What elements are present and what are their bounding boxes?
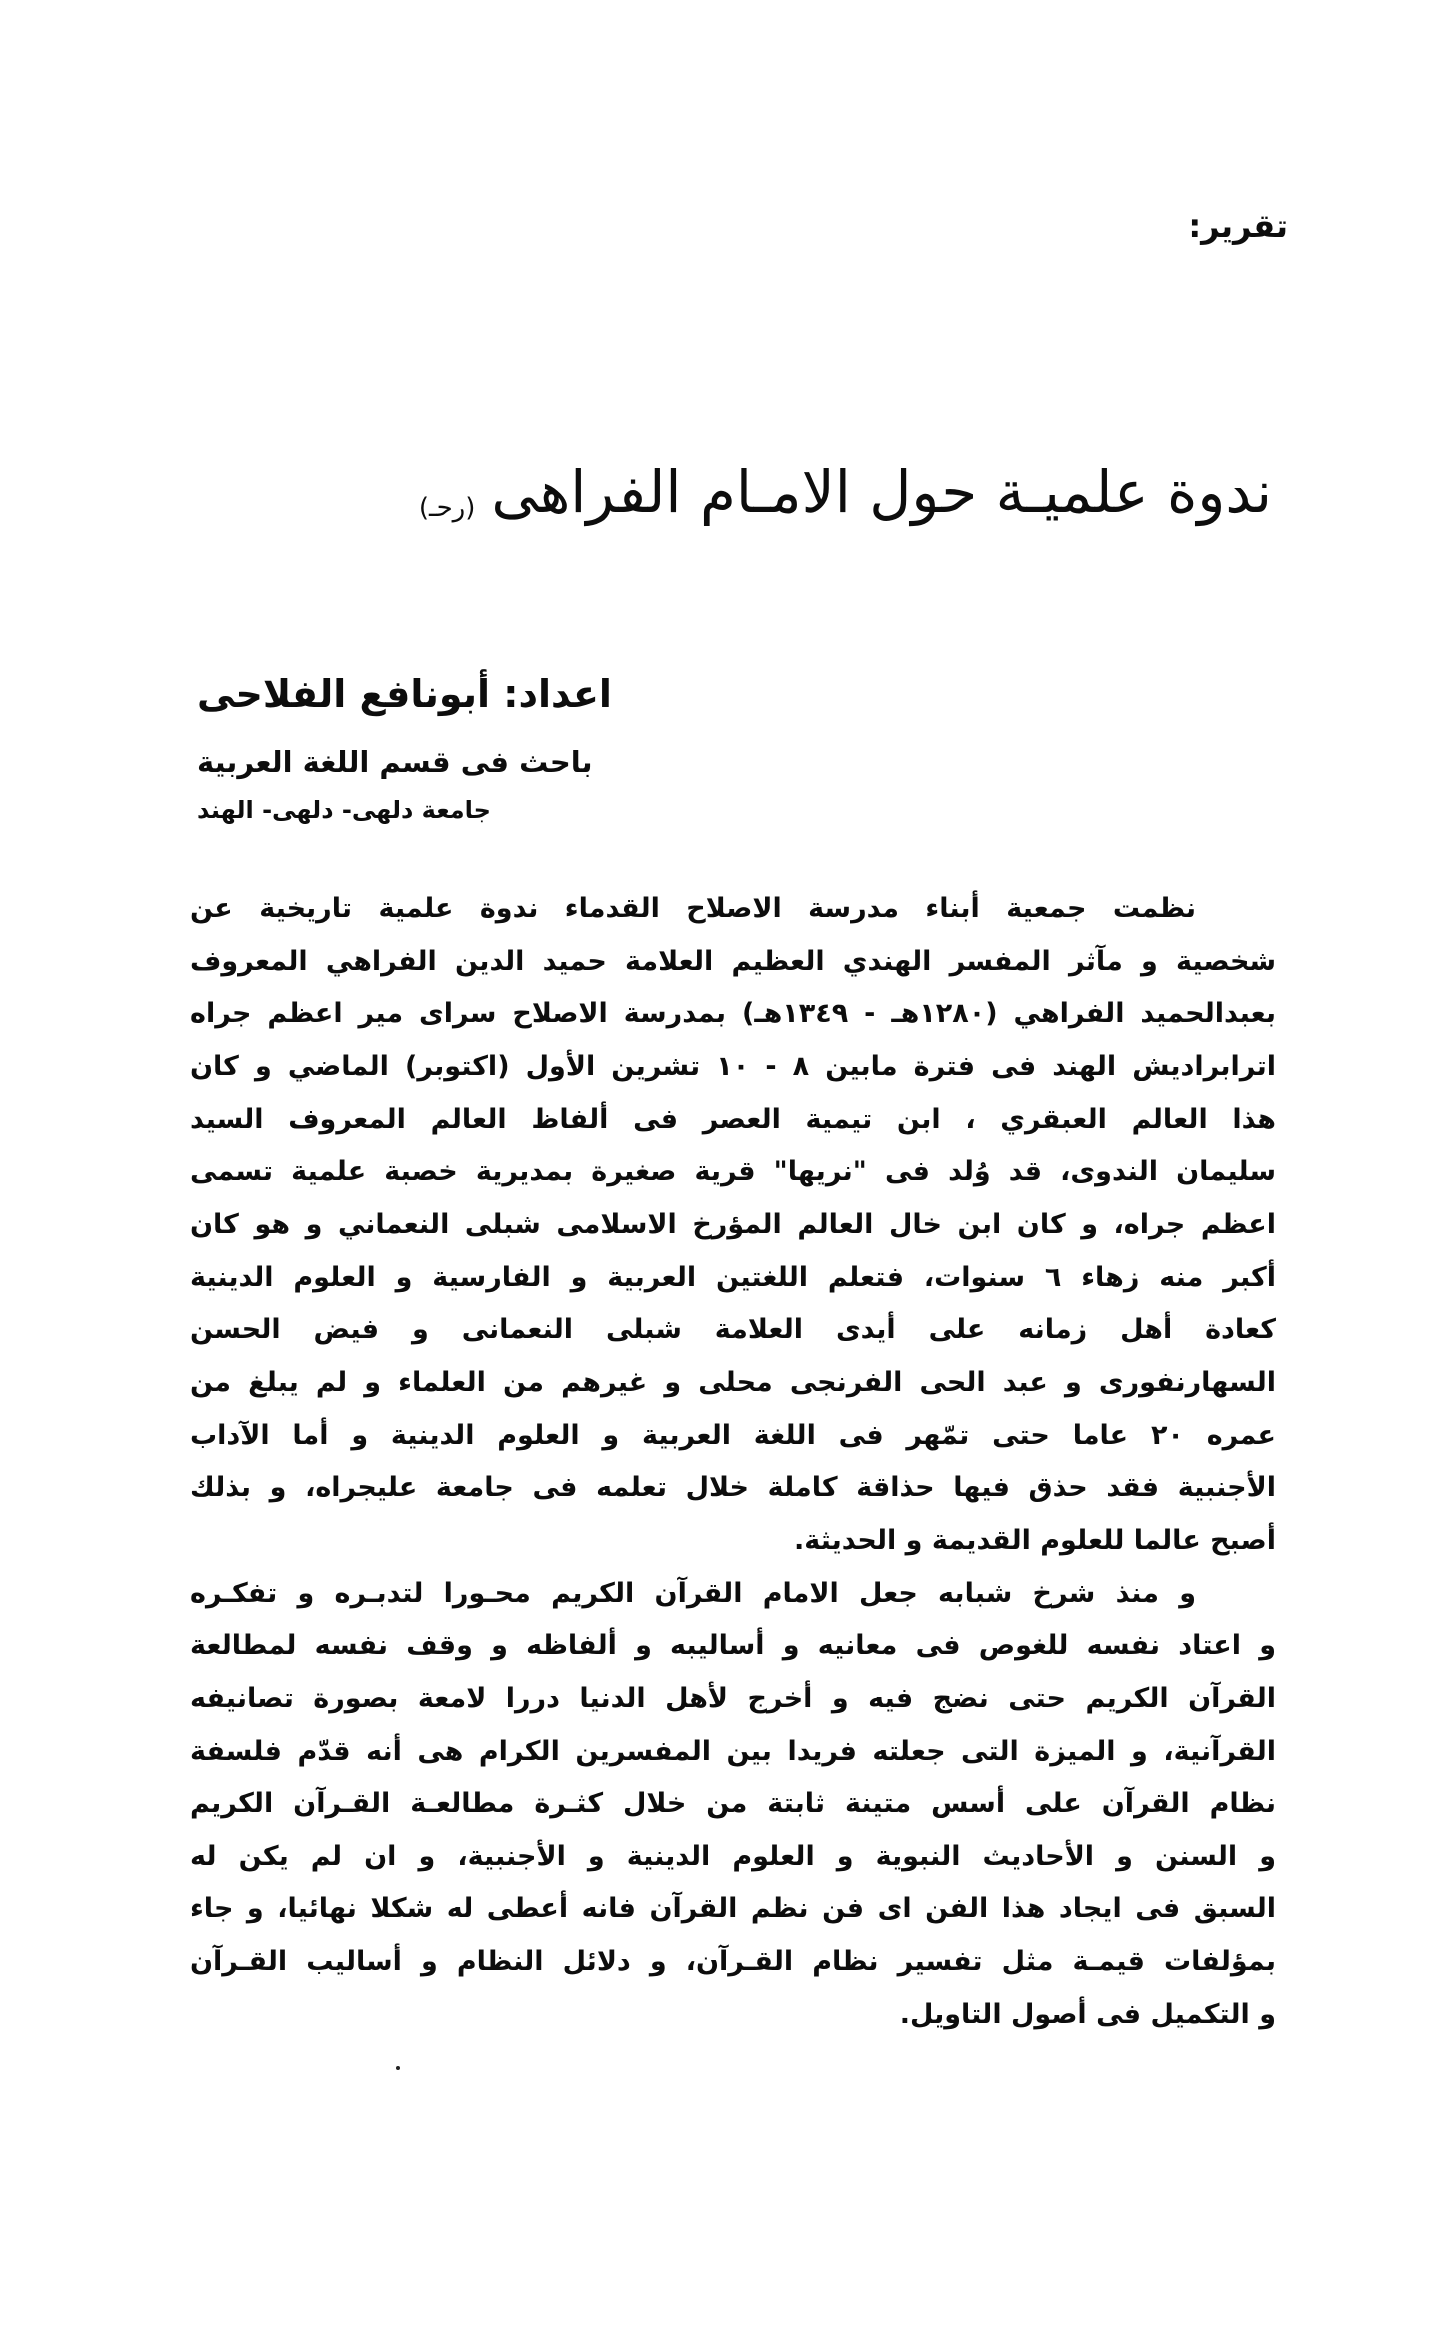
text-line: أكبر منه زهاء ٦ سنوات، فتعلم اللغتين العربية و الفارسية و العلوم الدينية	[190, 1261, 1276, 1293]
text-line: و منذ شرخ شبابه جعل الامام القرآن الكريم محـورا لتدبـره و تفكـره	[190, 1577, 1196, 1609]
scan-speck	[396, 2066, 400, 2070]
text-line: و التكميل فى أصول التاويل.	[899, 1998, 1276, 2030]
author-affiliation: جامعة دلهى- دلهى- الهند	[197, 796, 491, 824]
text-line: القرآن الكريم حتى نضج فيه و أخرج لأهل الدنيا دررا لامعة بصورة تصانيفه	[190, 1682, 1276, 1714]
text-line: عمره ٢٠ عاما حتى تمّهر فى اللغة العربية و العلوم الدينية و أما الآداب	[190, 1419, 1276, 1451]
article-title	[419, 450, 1272, 550]
paragraph	[190, 883, 1276, 1568]
text-line: بمؤلفات قيمـة مثل تفسير نظام القـرآن، و دلائل النظام و أساليب القـرآن	[190, 1946, 1276, 1978]
text-line: سليمان الندوى، قد وُلد فى "نريها" قرية صغيرة بمديرية خصبة علمية تسمى	[190, 1156, 1276, 1188]
text-line: هذا العالم العبقري ، ابن تيمية العصر فى ألفاظ العالم المعروف السيد	[190, 1103, 1276, 1135]
text-line: الأجنبية فقد حذق فيها حذاقة كاملة خلال تعلمه فى جامعة عليجراه، و بذلك	[190, 1472, 1276, 1504]
article-body	[190, 883, 1276, 2041]
paragraph	[190, 1568, 1276, 2042]
text-line: شخصية و مآثر المفسر الهندي العظيم العلامة حميد الدين الفراهي المعروف	[190, 945, 1276, 977]
text-line: السهارنفورى و عبد الحى الفرنجى محلى و غيرهم من العلماء و لم يبلغ من	[190, 1366, 1276, 1398]
text-line: القرآنية، و الميزة التى جعلته فريدا بين المفسرين الكرام هى أنه قدّم فلسفة	[190, 1735, 1276, 1767]
text-line: و اعتاد نفسه للغوص فى معانيه و أساليبه و ألفاظه و وقف نفسه لمطالعة	[190, 1630, 1276, 1662]
title-honorific: (رحـ)	[418, 492, 476, 523]
author-role: باحث فى قسم اللغة العربية	[197, 745, 593, 779]
text-line: نظمت جمعية أبناء مدرسة الاصلاح القدماء ندوة علمية تاريخية عن	[190, 893, 1196, 924]
report-label: تقرير:	[1188, 207, 1288, 245]
text-line: اترابراديش الهند فى فترة مابين ٨ - ١٠ تشرين الأول (اكتوبر) الماضي و كان	[190, 1050, 1276, 1082]
author-block	[197, 668, 837, 838]
title-main: ندوة علميـة حول الامـام الفراهى	[491, 458, 1272, 526]
text-line: كعادة أهل زمانه على أيدى العلامة شبلى النعمانى و فيض الحسن	[190, 1314, 1276, 1346]
text-line: اعظم جراه، و كان ابن خال العالم المؤرخ الاسلامى شبلى النعماني و هو كان	[190, 1208, 1276, 1240]
text-line: نظام القرآن على أسس متينة ثابتة من خلال كثـرة مطالعـة القـرآن الكريم	[190, 1788, 1276, 1820]
author-byline: اعداد: أبونافع الفلاحى	[197, 672, 612, 716]
text-line: أصبح عالما للعلوم القديمة و الحديثة.	[794, 1524, 1276, 1556]
text-line: السبق فى ايجاد هذا الفن اى فن نظم القرآن فانه أعطى له شكلا نهائيا، و جاء	[190, 1893, 1276, 1925]
text-line: و السنن و الأحاديث النبوية و العلوم الدينية و الأجنبية، و ان لم يكن له	[190, 1840, 1276, 1872]
text-line: بعبدالحميد الفراهي (١٢٨٠هـ - ١٣٤٩هـ) بمدرسة الاصلاح سراى مير اعظم جراه	[190, 998, 1276, 1030]
